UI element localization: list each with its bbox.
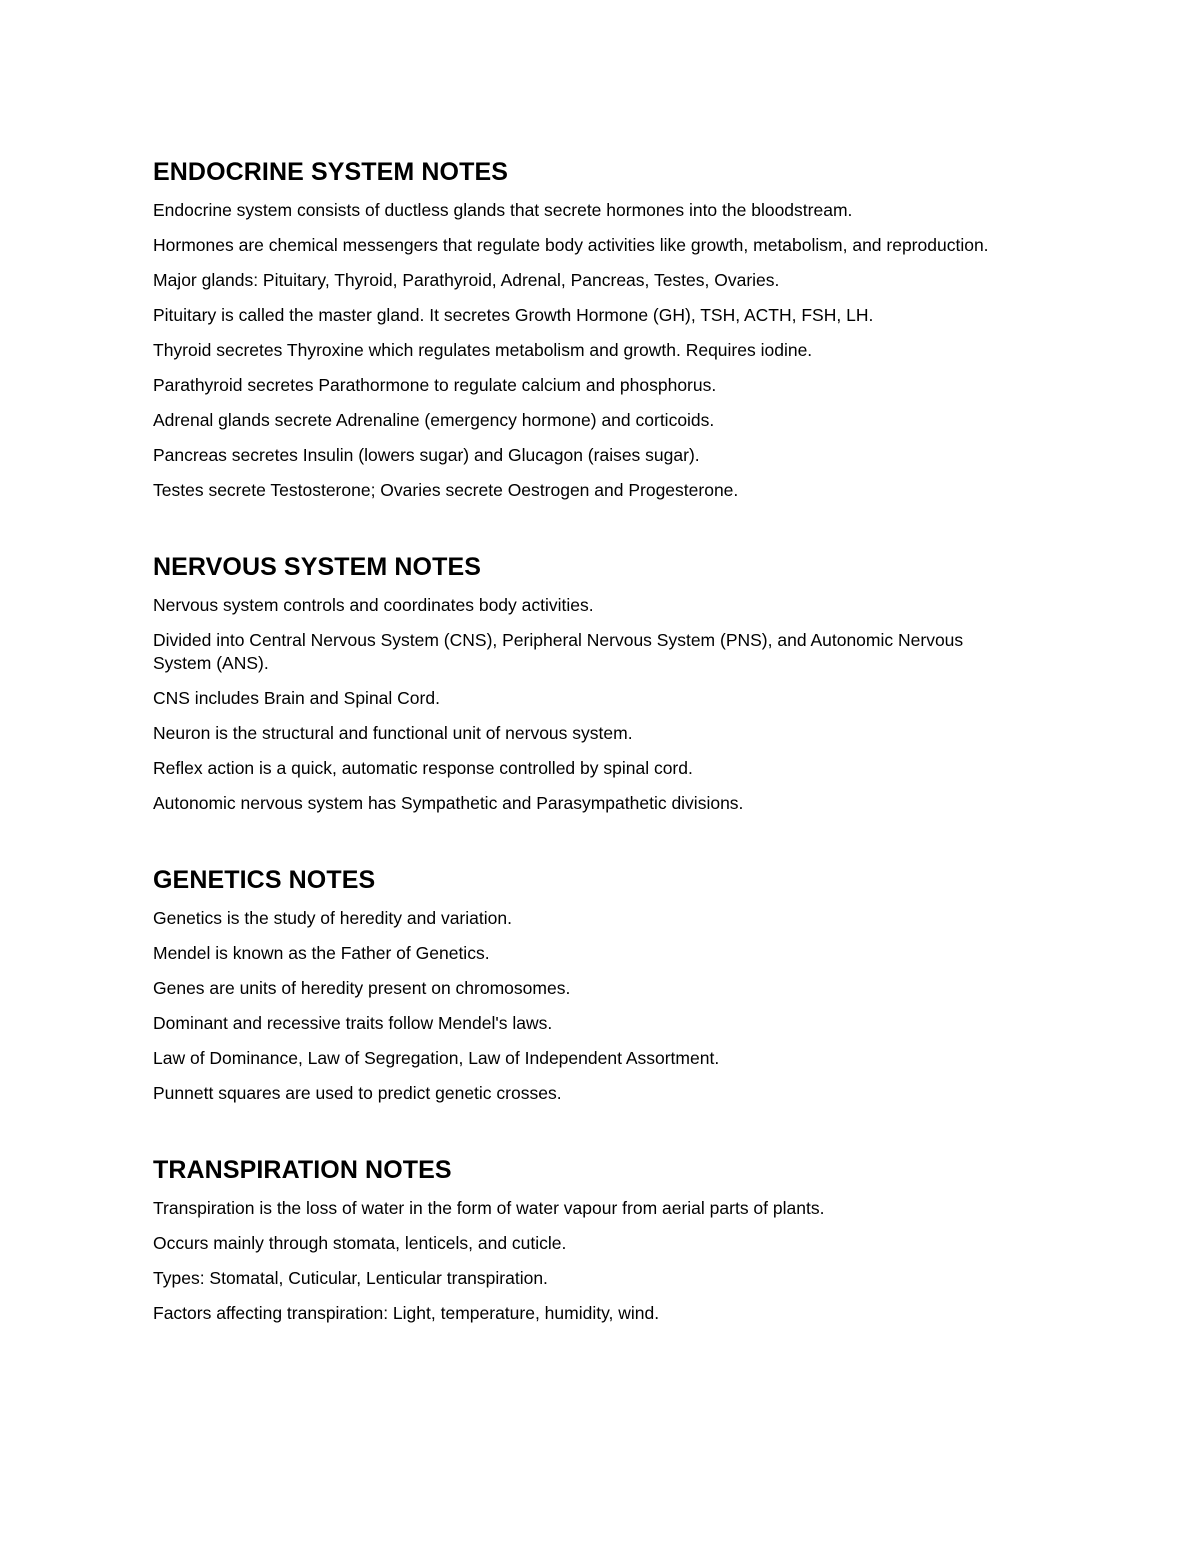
- note-item: Law of Dominance, Law of Segregation, Law of Independent Assortment.: [153, 1048, 720, 1068]
- note-item: Genetics is the study of heredity and variation.: [153, 908, 512, 928]
- note-item: Pituitary is called the master gland. It secretes Growth Hormone (GH), TSH, ACTH, FSH, LH.: [153, 305, 874, 325]
- note-item: Autonomic nervous system has Sympathetic and Parasympathetic divisions.: [153, 793, 744, 813]
- section-title: ENDOCRINE SYSTEM NOTES: [153, 158, 509, 186]
- note-item: Occurs mainly through stomata, lenticels, and cuticle.: [153, 1233, 567, 1253]
- note-item: Genes are units of heredity present on chromosomes.: [153, 978, 571, 998]
- note-list: [153, 594, 1013, 815]
- section-title: TRANSPIRATION NOTES: [153, 1156, 452, 1184]
- note-item: Punnett squares are used to predict genetic crosses.: [153, 1083, 562, 1103]
- note-item: Divided into Central Nervous System (CNS), Peripheral Nervous System (PNS), and Autonomic Nervous System (ANS).: [153, 630, 964, 673]
- note-item: Parathyroid secretes Parathormone to regulate calcium and phosphorus.: [153, 375, 717, 395]
- section-transpiration: [153, 1156, 1013, 1325]
- note-item: Hormones are chemical messengers that regulate body activities like growth, metabolism, and reproduction.: [153, 235, 989, 255]
- note-item: Reflex action is a quick, automatic response controlled by spinal cord.: [153, 758, 693, 778]
- section-endocrine-system: [153, 158, 1013, 502]
- note-item: Nervous system controls and coordinates body activities.: [153, 595, 594, 615]
- section-genetics: [153, 866, 1013, 1105]
- note-item: Testes secrete Testosterone; Ovaries secrete Oestrogen and Progesterone.: [153, 480, 739, 500]
- note-item: Transpiration is the loss of water in the form of water vapour from aerial parts of plants.: [153, 1198, 825, 1218]
- note-item: Mendel is known as the Father of Genetics.: [153, 943, 490, 963]
- note-list: [153, 907, 1013, 1105]
- note-list: [153, 1197, 1013, 1325]
- section-nervous-system: [153, 553, 1013, 815]
- note-item: CNS includes Brain and Spinal Cord.: [153, 688, 440, 708]
- section-title: NERVOUS SYSTEM NOTES: [153, 553, 481, 581]
- note-item: Endocrine system consists of ductless glands that secrete hormones into the bloodstream.: [153, 200, 853, 220]
- note-item: Factors affecting transpiration: Light, temperature, humidity, wind.: [153, 1303, 660, 1323]
- note-item: Neuron is the structural and functional unit of nervous system.: [153, 723, 633, 743]
- note-item: Pancreas secretes Insulin (lowers sugar) and Glucagon (raises sugar).: [153, 445, 700, 465]
- note-item: Major glands: Pituitary, Thyroid, Parathyroid, Adrenal, Pancreas, Testes, Ovaries.: [153, 270, 780, 290]
- note-item: Adrenal glands secrete Adrenaline (emergency hormone) and corticoids.: [153, 410, 715, 430]
- section-title: GENETICS NOTES: [153, 866, 376, 894]
- note-list: [153, 199, 1013, 502]
- note-item: Thyroid secretes Thyroxine which regulates metabolism and growth. Requires iodine.: [153, 340, 813, 360]
- note-item: Dominant and recessive traits follow Mendel's laws.: [153, 1013, 553, 1033]
- note-item: Types: Stomatal, Cuticular, Lenticular transpiration.: [153, 1268, 548, 1288]
- document-page: [153, 158, 1013, 1325]
